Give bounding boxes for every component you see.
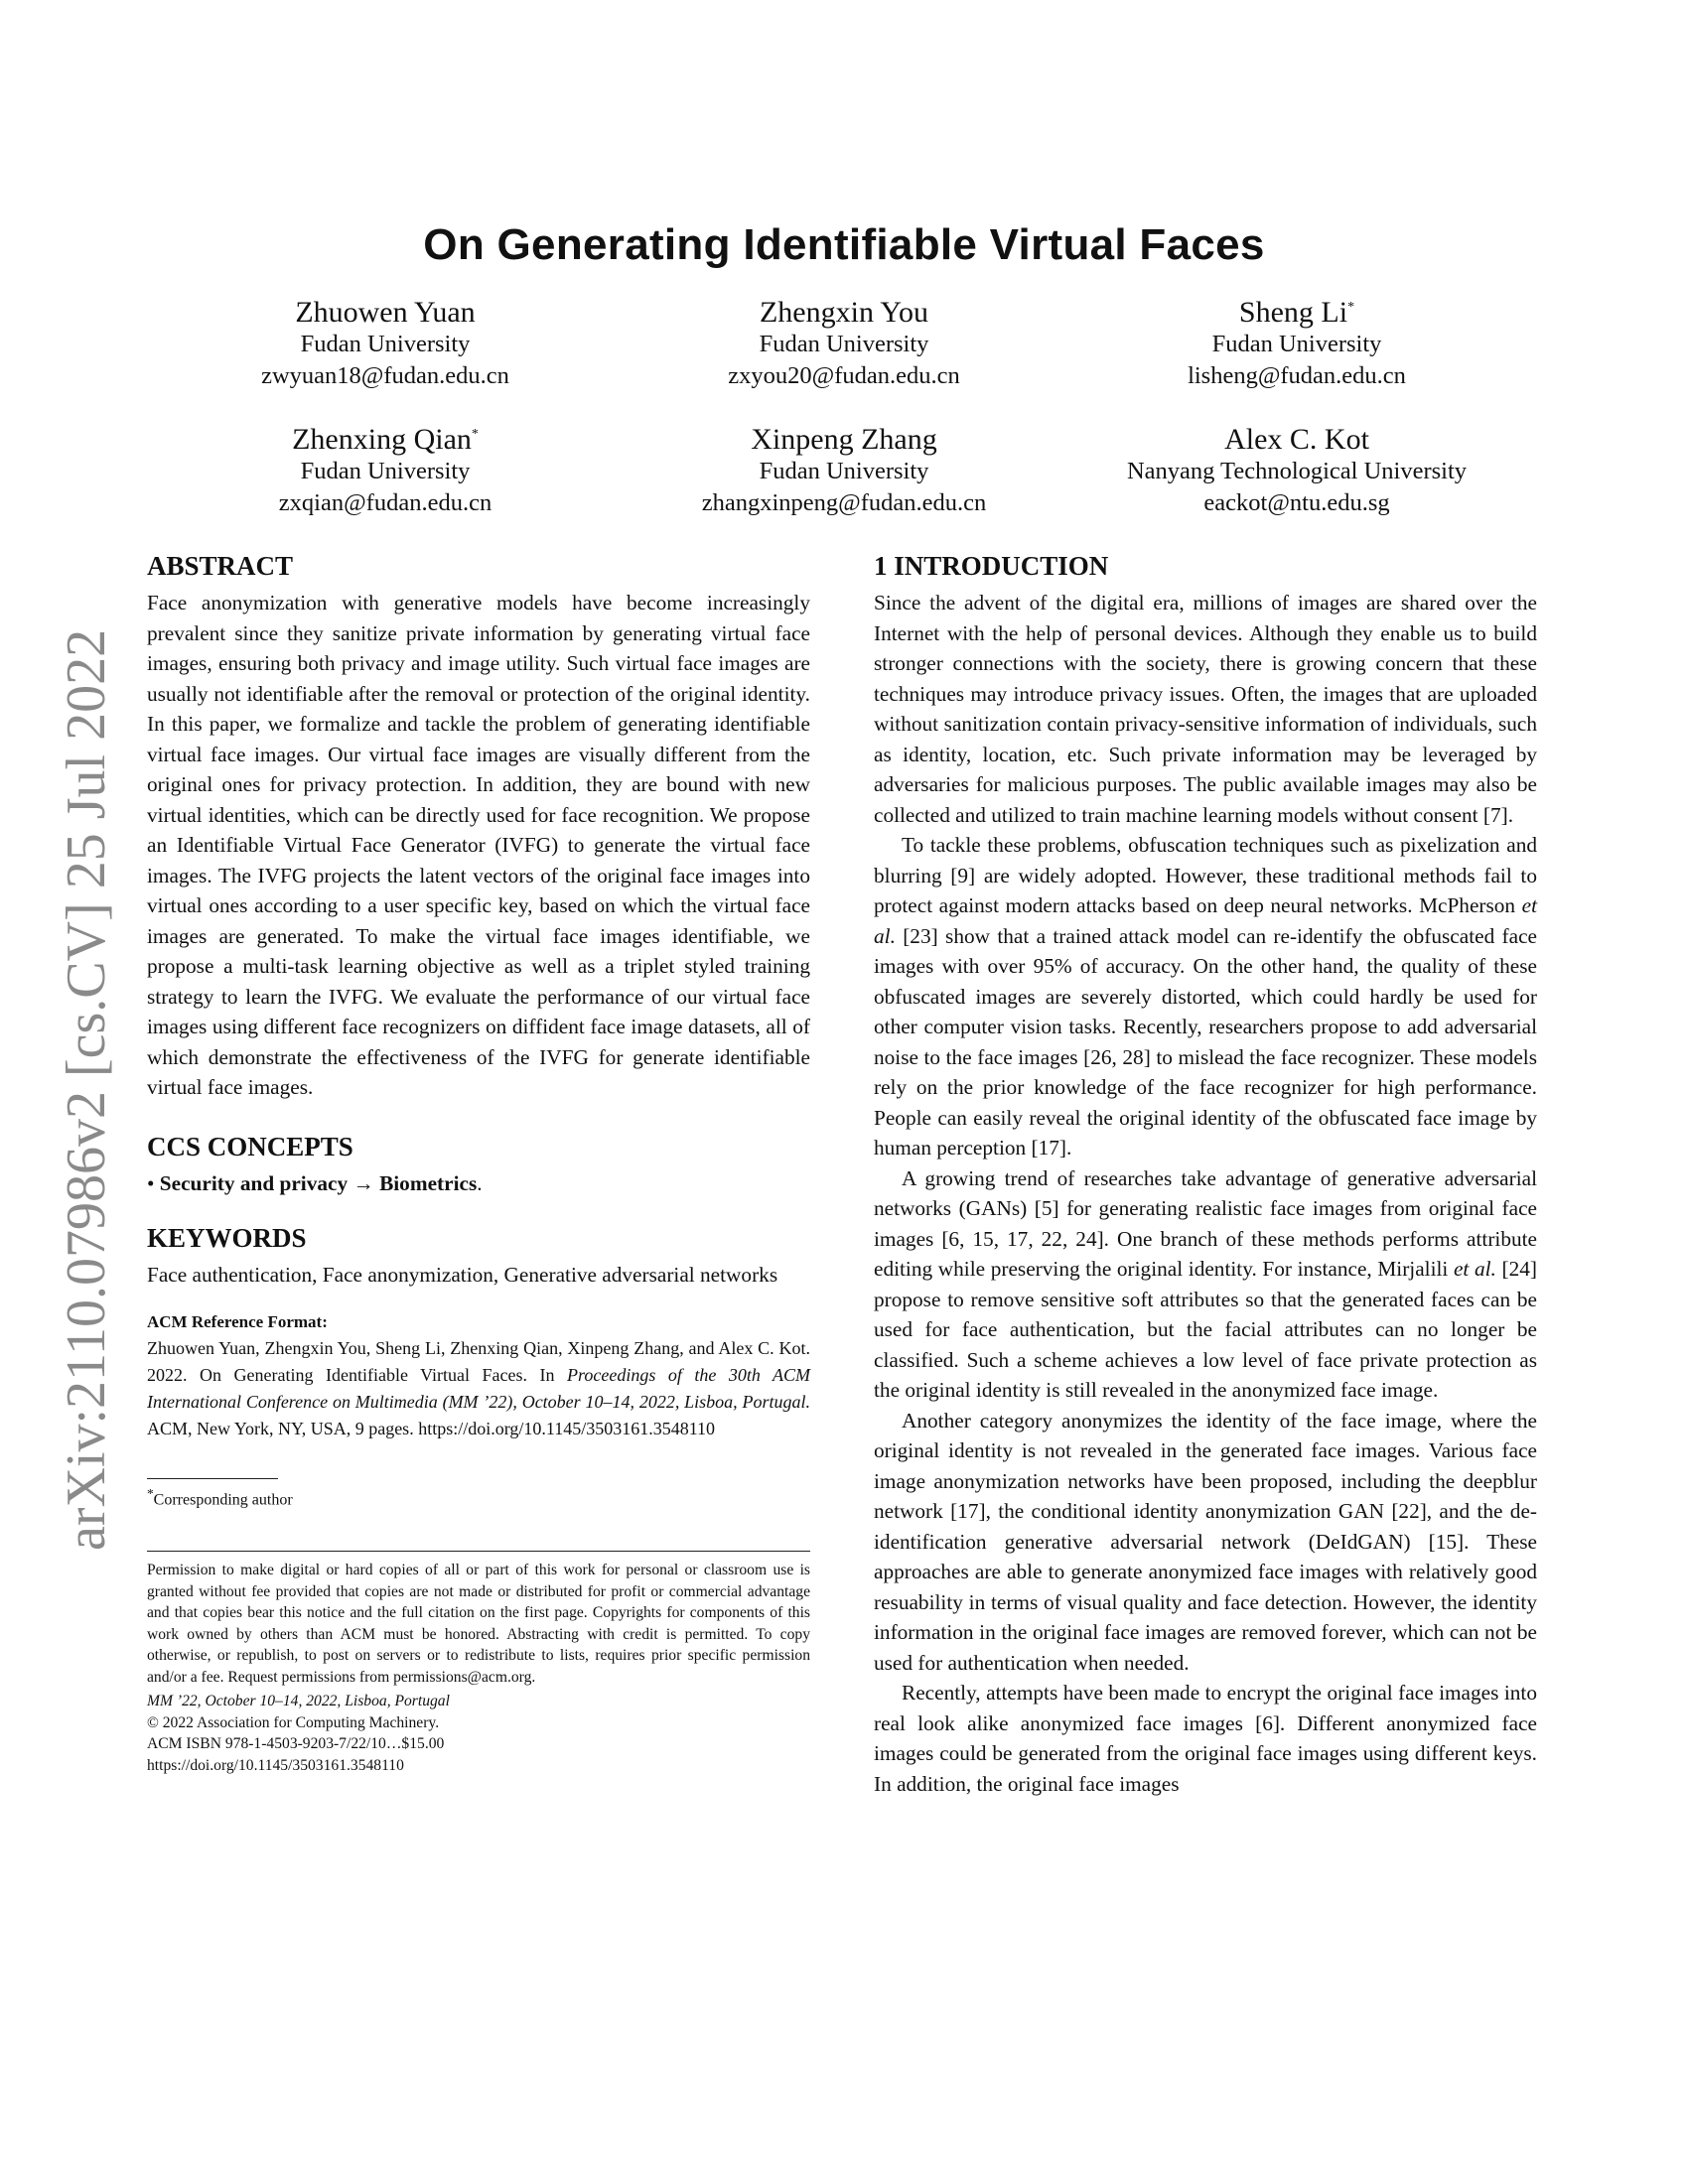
ccs-category: Security and privacy bbox=[159, 1170, 349, 1195]
intro-paragraph-3: A growing trend of researches take advantage of generative adversarial networks (GANs) [5] for generating realistic face images from original face images [6, 15, 17, 22, 24]. One branch of these methods performs attribute editing while preserving the original identity. For instance, Mirjalili et al. [24] propose to remove sensitive soft attributes so that the generated faces can be used for face authentication, but the facial attributes can no longer be classified. Such a scheme achieves a low level of face private protection as the original identity is still revealed in the anonymized face image. bbox=[874, 1165, 1538, 1402]
keywords-heading: KEYWORDS bbox=[147, 1222, 307, 1253]
intro-paragraph-4: Another category anonymizes the identity of the face image, where the original identity is not revealed in the generated face images. Various face image anonymization networks have been proposed, including the deepblur network [17], the conditional identity anonymization GAN [22], and the de-identification generative adversarial network (DeIdGAN) [15]. These approaches are able to generate anonymized face images with relatively good resuability in terms of visual quality and face detection. However, the identity information in the original face images are removed forever, which can not be used for authentication when needed. bbox=[874, 1408, 1537, 1675]
ccs-bullet: • bbox=[147, 1170, 155, 1195]
permission-venue: MM ’22, October 10–14, 2022, Lisboa, Portugal bbox=[147, 1693, 450, 1710]
author-affiliation: Fudan University bbox=[759, 331, 929, 357]
author-name: Zhenxing Qian bbox=[292, 423, 472, 456]
author-name: Sheng Li bbox=[1238, 296, 1348, 329]
author-entry bbox=[1068, 419, 1525, 519]
author-name: Zhuowen Yuan bbox=[295, 296, 476, 329]
permission-isbn: ACM ISBN 978-1-4503-9203-7/22/10…$15.00 bbox=[147, 1735, 445, 1753]
author-email: lisheng@fudan.edu.cn bbox=[1188, 362, 1406, 389]
abstract-text: Face anonymization with generative models have become increasingly prevalent since they sanitize private information by generating virtual face images, ensuring both privacy and image utility. Such virtual face images are usually not identifiable after the removal or protection of the original identity. In this paper, we formalize and tackle the problem of generating identifiable virtual face images. Our virtual face images are visually different from the original ones for privacy protection. In addition, they are bound with new virtual identities, which can be directly used for face recognition. We propose an Identifiable Virtual Face Generator (IVFG) to generate the virtual face images. The IVFG projects the latent vectors of the original face images into virtual ones according to a user specific key, based on which the virtual face images are generated. To make the virtual face images identifiable, we propose a multi-task learning objective as well as a triplet styled training strategy to learn the IVFG. We evaluate the performance of our virtual face images using different face recognizers on diffident face image datasets, all of which demonstrate the effectiveness of the IVFG for generate identifiable virtual face images. bbox=[147, 591, 810, 1099]
author-entry bbox=[157, 419, 614, 519]
author-email: zwyuan18@fudan.edu.cn bbox=[261, 362, 509, 389]
permission-block bbox=[147, 1560, 810, 1776]
author-affiliation: Fudan University bbox=[1211, 331, 1382, 357]
acm-reference-text: Zhuowen Yuan, Zhengxin You, Sheng Li, Zhenxing Qian, Xinpeng Zhang, and Alex C. Kot. 2022. On Generating Identifiable Virtual Faces. In Proceedings of the 30th ACM International Conference on Multimedia (MM ’22), October 10–14, 2022, Lisboa, Portugal. ACM, New York, NY, USA, 9 pages. https://doi.org/10.1145/3503161.3548110 bbox=[147, 1338, 811, 1438]
author-email: zxyou20@fudan.edu.cn bbox=[728, 362, 960, 389]
intro-paragraph-1: Since the advent of the digital era, millions of images are shared over the Internet with the help of personal devices. Although they enable us to build stronger connections with the society, there is growing concern that these techniques may introduce privacy issues. Often, the images that are uploaded without sanitization contain privacy-sensitive information of individuals, such as identity, location, etc. Such private information may be leveraged by adversaries for malicious purposes. The public available images may also be collected and utilized to train machine learning models without consent [7]. bbox=[874, 591, 1537, 827]
author-affiliation: Nanyang Technological University bbox=[1126, 458, 1468, 484]
author-entry bbox=[157, 292, 614, 392]
author-entry bbox=[1068, 292, 1525, 392]
permission-text: Permission to make digital or hard copies of all or part of this work for personal or classroom use is granted without fee provided that copies are not made or distributed for profit or commercial advantage and that copies bear this notice and the full citation on the first page. Copyrights for components of this work owned by others than ACM must be honored. Abstracting with credit is permitted. To copy otherwise, or republish, to post on servers or to redistribute to lists, requires prior specific permission and/or a fee. Request permissions from permissions@acm.org. bbox=[147, 1562, 810, 1686]
arxiv-stamp: arXiv:2110.07986v2 [cs.CV] 25 Jul 2022 bbox=[56, 628, 117, 1551]
permission-copyright: © 2022 Association for Computing Machinery. bbox=[147, 1713, 440, 1731]
ccs-arrow: → bbox=[352, 1170, 374, 1195]
author-entry bbox=[616, 419, 1072, 519]
author-mark: * bbox=[471, 427, 479, 442]
abstract-heading: ABSTRACT bbox=[147, 551, 294, 581]
author-email: eackot@ntu.edu.sg bbox=[1203, 489, 1390, 516]
footnote-divider bbox=[147, 1478, 278, 1479]
author-email: zhangxinpeng@fudan.edu.cn bbox=[701, 489, 987, 516]
permission-divider bbox=[147, 1551, 810, 1552]
footnote-corresponding-author: *Corresponding author bbox=[147, 1486, 293, 1509]
ccs-subcategory: Biometrics bbox=[379, 1170, 478, 1195]
permission-doi: https://doi.org/10.1145/3503161.3548110 bbox=[147, 1756, 404, 1774]
intro-paragraph-2: To tackle these problems, obfuscation techniques such as pixelization and blurring [9] are widely adopted. However, these traditional methods fail to protect against modern attacks based on deep neural networks. McPherson et al. [23] show that a trained attack model can re-identify the obfuscated face images with over 95% of accuracy. On the other hand, the quality of these obfuscated images are severely distorted, which could hardly be used for other computer vision tasks. Recently, researchers propose to add adversarial noise to the face images [26, 28] to mislead the face recognizer. These models rely on the prior knowledge of the face recognizer for high performance. People can easily reveal the original identity of the obfuscated face image by human perception [17]. bbox=[874, 833, 1537, 1160]
author-affiliation: Fudan University bbox=[300, 331, 471, 357]
right-column bbox=[874, 548, 1537, 1799]
ccs-heading: CCS CONCEPTS bbox=[147, 1131, 353, 1161]
ccs-concept-item: • Security and privacy → Biometrics. bbox=[147, 1170, 483, 1195]
author-name: Xinpeng Zhang bbox=[751, 423, 937, 456]
author-email: zxqian@fudan.edu.cn bbox=[278, 489, 492, 516]
author-mark: * bbox=[1347, 300, 1355, 315]
author-affiliation: Fudan University bbox=[300, 458, 471, 484]
left-column bbox=[147, 548, 810, 1776]
author-name: Alex C. Kot bbox=[1224, 423, 1369, 456]
paper-title: On Generating Identifiable Virtual Faces bbox=[423, 220, 1265, 269]
acm-reference-heading: ACM Reference Format: bbox=[147, 1312, 328, 1331]
author-entry bbox=[616, 292, 1072, 392]
author-name: Zhengxin You bbox=[759, 296, 929, 329]
keywords-text: Face authentication, Face anonymization, Generative adversarial networks bbox=[147, 1262, 778, 1287]
intro-paragraph-5: Recently, attempts have been made to encrypt the original face images into real look alike anonymized face images [6]. Different anonymized face images could be generated from the original face images using different keys. In addition, the original face images bbox=[874, 1681, 1537, 1796]
author-affiliation: Fudan University bbox=[759, 458, 929, 484]
introduction-heading: 1 INTRODUCTION bbox=[874, 551, 1109, 581]
